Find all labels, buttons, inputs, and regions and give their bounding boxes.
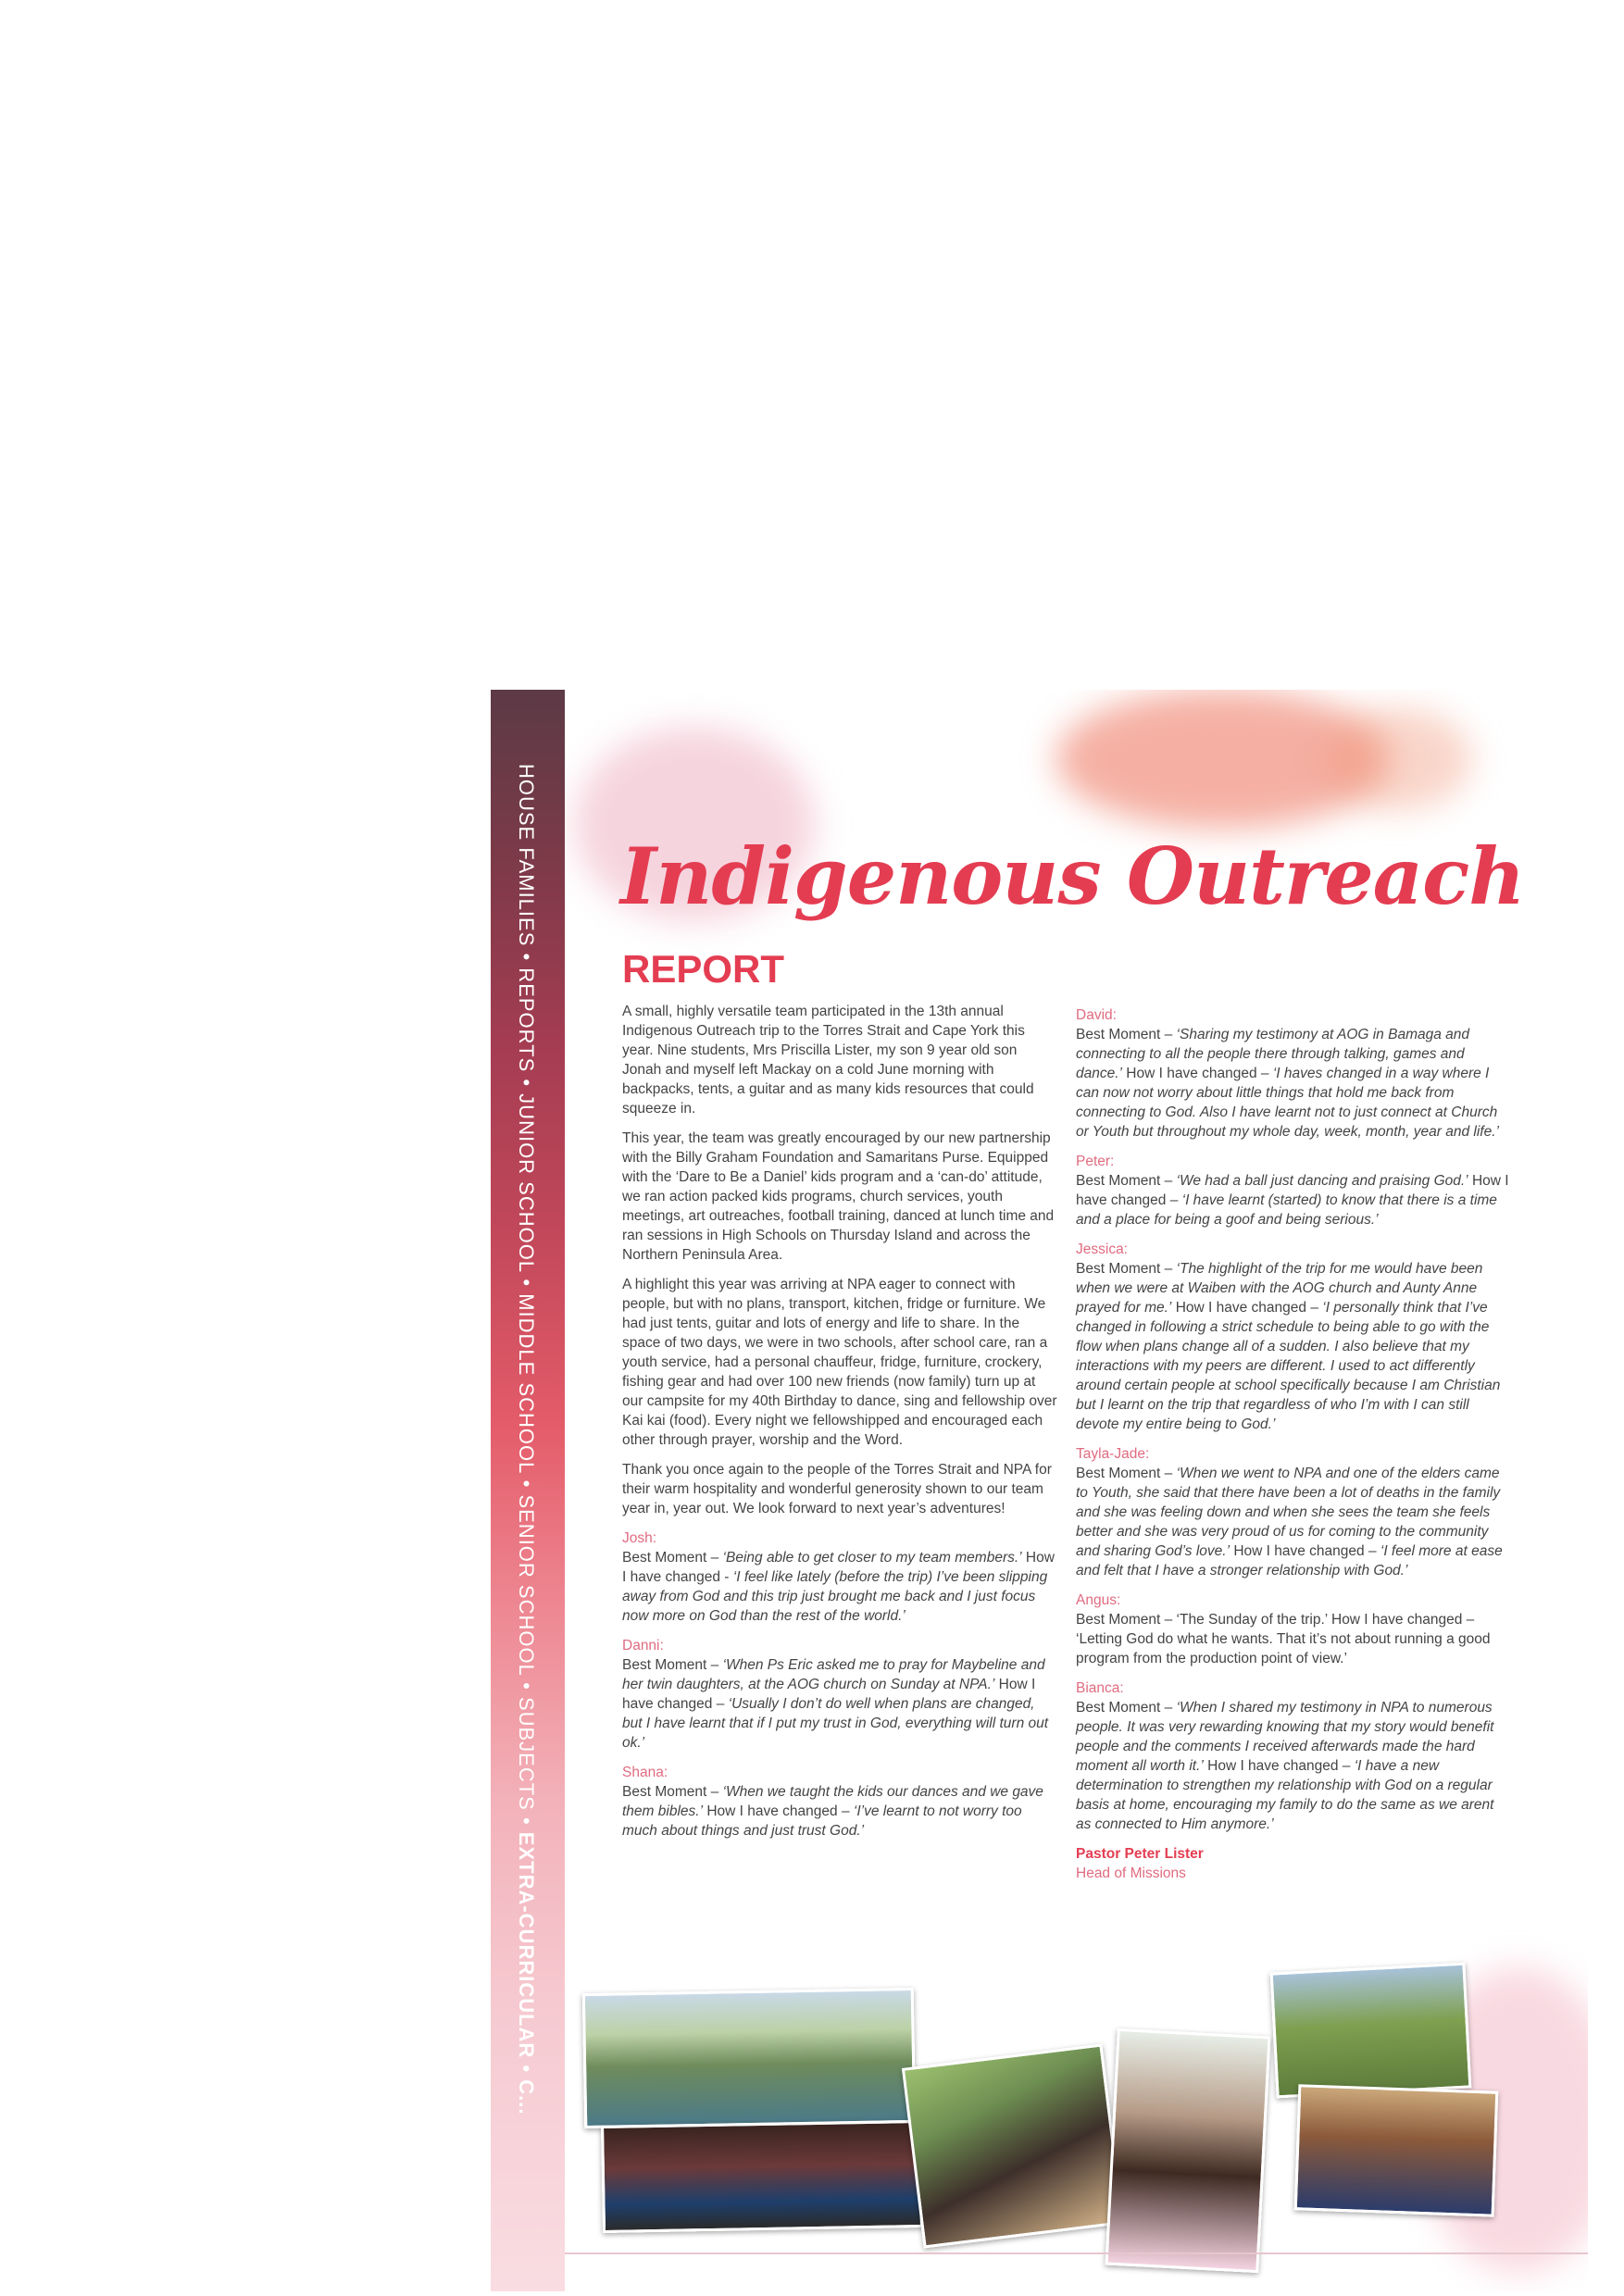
photo-kids-seated [1270, 1963, 1472, 2099]
author-role: Head of Missions [1076, 1866, 1186, 1881]
testimony-david [1076, 1005, 1511, 1142]
changed-quote: ‘I haves changed in a way where I can now not worry about little things that hold me back from connecting to God. Also I have learnt not to just connect at Church or Youth but throughout my whole day, week, month, year and life.’ [1076, 1066, 1499, 1140]
photo-child-closeup [1105, 2028, 1270, 2273]
testimony-name: Josh: [622, 1530, 657, 1546]
testimony-name: Danni: [622, 1638, 664, 1653]
changed-quote: ‘I have learnt (started) to know that there is a time and a place for being a goof and being serious.’ [1076, 1192, 1497, 1228]
best-moment-quote: ‘When Ps Eric asked me to pray for Maybeline and her twin daughters, at the AOG church on Sunday at NPA.’ [622, 1657, 1045, 1692]
best-moment-label: Best Moment – [1076, 1466, 1177, 1481]
testimony-name: Peter: [1076, 1154, 1115, 1169]
changed-label: How I have changed - [622, 1550, 1055, 1585]
best-moment-label: Best Moment – [622, 1550, 723, 1566]
section-tabs [507, 764, 544, 2245]
intro-paragraph: A highlight this year was arriving at NPA eager to connect with people, but with no plans, transport, kitchen, fridge or furniture. We had just tents, guitar and lots of energy and life to share. In the space of two days, we were in two schools, after school care, ran a youth service, had a personal chauffeur, fridge, furniture, crockery, fishing gear and had over 100 new friends (now family) turn up at our campsite for my 40th Birthday to dance, sing and fellowship over Kai kai (food). Every night we fellowshipped and encouraged each other through prayer, worship and the Word. [622, 1277, 1057, 1448]
testimony-danni [622, 1636, 1057, 1753]
testimony-jessica [1076, 1240, 1511, 1434]
changed-label: How I have changed – [1121, 1066, 1273, 1081]
testimony-peter [1076, 1152, 1511, 1229]
testimony-name: Bianca: [1076, 1680, 1124, 1696]
changed-label: How I have changed – [622, 1677, 1036, 1712]
best-moment-quote: ‘Sharing my testimony at AOG in Bamaga and connecting to all the people there through talking, games and dance.’ [1076, 1027, 1470, 1081]
best-moment-label: Best Moment – [1076, 1173, 1177, 1189]
best-moment-quote: ‘When we taught the kids our dances and we gave them bibles.’ [622, 1784, 1043, 1819]
changed-label: How I have changed – [703, 1803, 854, 1819]
best-moment-label: Best Moment – [622, 1657, 723, 1673]
changed-label: How I have changed – [1327, 1612, 1475, 1628]
photo-football-training [582, 1988, 916, 2128]
footer-rule [565, 2252, 1588, 2254]
intro-paragraph: A small, highly versatile team participated in the 13th annual Indigenous Outreach trip to the Torres Strait and Cape York this year. Nine students, Mrs Priscilla Lister, my son 9 year old son Jonah and myself left Mackay on a cold June morning with backpacks, tents, a guitar and as many kids resources that could squeeze in. [622, 1004, 1034, 1117]
page-title: Indigenous Outreach [620, 830, 1525, 922]
best-moment-quote: ‘Being able to get closer to my team members.’ [722, 1550, 1022, 1566]
changed-label: How I have changed – [1203, 1758, 1355, 1774]
page-subtitle: REPORT [622, 947, 785, 991]
changed-label: How I have changed – [1230, 1543, 1380, 1559]
article-left-column [622, 1002, 1057, 1851]
changed-quote: ‘Usually I don’t do well when plans are changed, but I have learnt that if I put my trust in God, everything will turn out ok.’ [622, 1696, 1049, 1751]
photo-group-hat [902, 2043, 1124, 2248]
changed-label: How I have changed – [1171, 1300, 1323, 1316]
changed-quote: ‘I feel more at ease and felt that I have a stronger relationship with God.’ [1076, 1543, 1503, 1578]
section-tab-extra-curricular: EXTRA-CURRICULAR • C... [515, 1831, 538, 2115]
best-moment-quote: ‘The highlight of the trip for me would have been when we were at Waiben with the AOG church and Aunty Anne prayed for me.’ [1076, 1261, 1483, 1316]
photo-kids-dancing [601, 2120, 923, 2233]
testimony-shana [622, 1763, 1057, 1841]
best-moment-quote: ‘We had a ball just dancing and praising God.’ [1176, 1173, 1468, 1189]
best-moment-label: Best Moment – [1076, 1700, 1177, 1716]
author-name: Pastor Peter Lister [1076, 1846, 1204, 1862]
testimony-angus [1076, 1591, 1511, 1668]
testimony-name: Tayla-Jade: [1076, 1446, 1150, 1462]
best-moment-label: Best Moment – [1076, 1027, 1177, 1042]
testimony-name: David: [1076, 1007, 1117, 1023]
changed-quote: ‘I’ve learnt to not worry too much about things and just trust God.’ [622, 1803, 1022, 1839]
intro-paragraph: This year, the team was greatly encouraged by our new partnership with the Billy Graham Foundation and Samaritans Purse. Equipped with the ‘Dare to Be a Daniel’ kids program and a ‘can-do’ attitude, we ran action packed kids programs, church services, youth meetings, art outreaches, football training, danced at lunch time and ran sessions in High Schools on Thursday Island and across the Northern Peninsula Area. [622, 1130, 1055, 1263]
section-tabs-label: HOUSE FAMILIES • REPORTS • JUNIOR SCHOOL • MIDDLE SCHOOL • SENIOR SCHOOL • SUBJECTS • [515, 764, 538, 1832]
testimony-josh [622, 1529, 1057, 1626]
photo-two-girls [1294, 2084, 1499, 2216]
testimony-name: Angus: [1076, 1592, 1121, 1608]
testimony-tayla-jade [1076, 1444, 1511, 1580]
watercolor-splash-top-small [1324, 708, 1472, 810]
best-moment-label: Best Moment – [1076, 1612, 1177, 1628]
magazine-page [491, 690, 1588, 2291]
changed-quote: ‘I have a new determination to strengthen my relationship with God on a regular basis at home, encouraging my family to do the same as we arent as connected to Him anymore.’ [1076, 1758, 1494, 1832]
best-moment-quote: ‘When we went to NPA and one of the elders came to Youth, she said that there have been a lot of deaths in the family and she was feeling down and when she sees the team she feels better and she was very proud of us for coming to the community and sharing God’s love.’ [1076, 1466, 1501, 1559]
best-moment-quote: ‘When I shared my testimony in NPA to numerous people. It was very rewarding knowing that my story would benefit people and the comments I received afterwards made the hard moment all worth it.’ [1076, 1700, 1494, 1774]
changed-quote: ‘Letting God do what he wants. That it’s not about running a good program from the production point of view.’ [1076, 1631, 1491, 1666]
best-moment-label: Best Moment – [622, 1784, 723, 1800]
changed-quote: ‘I personally think that I’ve changed in following a strict schedule to being able to go with the flow when plans change all of a sudden. I also believe that my interactions with my peers are different. I used to act differently around certain people at school specifically because I am Christian but I learnt on the trip that regardless of who I’m with I can still devote my entire being to God.’ [1076, 1300, 1501, 1432]
intro-paragraph: Thank you once again to the people of the Torres Strait and NPA for their warm hospitality and wonderful generosity shown to our team year in, year out. We look forward to next year’s adventures! [622, 1462, 1052, 1516]
article-right-column [1076, 1002, 1511, 1883]
signature-block [1076, 1844, 1511, 1883]
best-moment-label: Best Moment – [1076, 1261, 1177, 1277]
best-moment-quote: ‘The Sunday of the trip.’ [1176, 1612, 1328, 1628]
testimony-bianca [1076, 1678, 1511, 1834]
testimony-name: Jessica: [1076, 1242, 1128, 1257]
testimony-name: Shana: [622, 1765, 668, 1780]
changed-quote: ‘I feel like lately (before the trip) I’ve been slipping away from God and this trip just brought me back and I just focus now more on God than the rest of the world.’ [622, 1569, 1048, 1624]
changed-label: How I have changed – [1076, 1173, 1509, 1208]
